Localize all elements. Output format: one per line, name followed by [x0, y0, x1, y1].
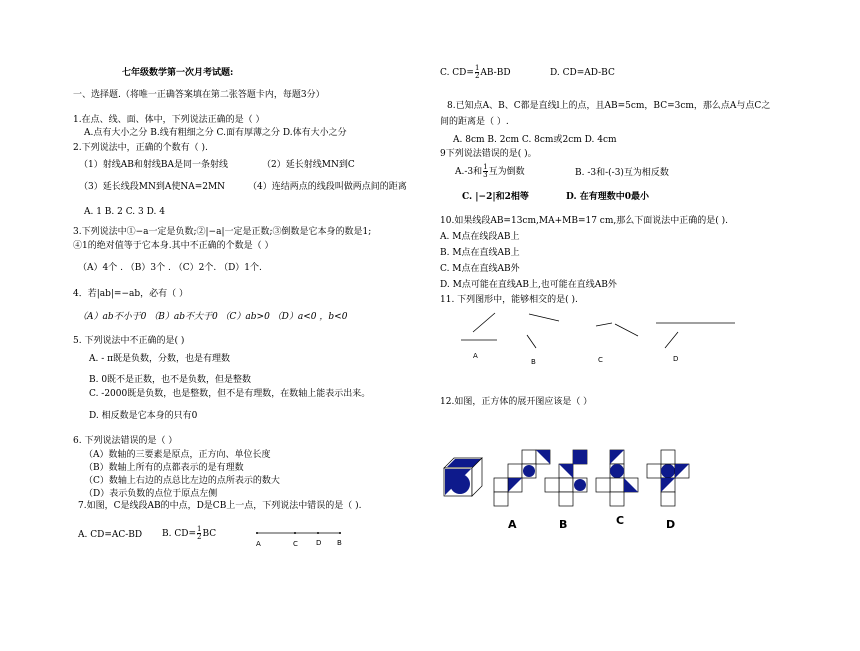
q9-option-c: C. |−2|和2相等	[462, 192, 529, 202]
q7-option-c-suffix: AB-BD	[480, 68, 511, 78]
q10-option-c: C. M点在直线AB外	[440, 264, 520, 274]
q2-statement-3: （3）延长线段MN到A使NA=2MN	[79, 182, 226, 192]
q7-label-a: A	[256, 540, 261, 548]
q7-option-a: A. CD=AC-BD	[78, 530, 143, 540]
fraction-denominator: 2	[196, 533, 202, 541]
fraction-numerator: 1	[196, 525, 202, 533]
q8-line-1: 8.已知点A、B、C都是直线l上的点，且AB=5cm，BC=3cm，那么点A与点C之	[447, 101, 771, 111]
q5-option-b: B. 0既不是正数，也不是负数，但是整数	[89, 375, 252, 385]
q12-stem: 12.如图，正方体的展开图应该是（ ）	[440, 397, 593, 407]
q7-option-b-prefix: B. CD=	[162, 529, 196, 539]
q11-label-b: B	[531, 358, 536, 366]
q2-options: A. 1 B. 2 C. 3 D. 4	[84, 207, 165, 217]
q7-label-d: D	[316, 539, 322, 547]
fraction-numerator: 1	[483, 163, 488, 171]
q7-segment-figure	[255, 528, 345, 550]
q4-options: （A）ab不小于0 （B）ab不大于0 （C）ab>0 （D）a<0 ，b<0	[78, 312, 348, 322]
q6-option-b: （B）数轴上所有的点都表示的是有理数	[84, 463, 244, 473]
q3-line-2: ④1的绝对值等于它本身.其中不正确的个数是（ ）	[73, 241, 274, 251]
q11-figures	[455, 308, 755, 368]
q6-option-d: （D）表示负数的点位于原点左侧	[84, 489, 218, 499]
q9-option-a	[455, 162, 525, 182]
q9-option-a-prefix: A.-3和	[455, 167, 483, 177]
q6-option-a: （A）数轴的三要素是原点，正方向、单位长度	[84, 450, 271, 460]
q11-label-c: C	[598, 356, 603, 364]
q7-option-b-suffix: BC	[202, 529, 217, 539]
q2-statement-2: （2）延长射线MN到C	[262, 160, 355, 170]
q10-option-a: A. M点在线段AB上	[440, 232, 520, 242]
q7-option-b	[162, 524, 216, 544]
q9-option-a-suffix: 互为倒数	[488, 167, 525, 177]
q7-label-c: C	[293, 540, 298, 548]
q7-option-d: D. CD=AD-BC	[550, 68, 615, 78]
fraction-half	[475, 65, 479, 80]
q1-stem: 1.在点、线、面、体中，下列说法正确的是（ ）	[73, 115, 265, 125]
q3-line-1: 3.下列说法中①−a一定是负数;②|−a|一定是正数;③倒数是它本身的数是1;	[73, 227, 372, 237]
section-heading: 一、选择题.（将唯一正确答案填在第二张答题卡内，每题3分）	[73, 90, 325, 100]
q7-option-c-prefix: C. CD=	[440, 68, 474, 78]
q8-line-2: 间的距离是（ ）.	[440, 117, 509, 127]
q11-figure-a	[461, 313, 497, 360]
q8-options: A. 8cm B. 2cm C. 8cm或2cm D. 4cm	[453, 135, 617, 145]
q11-label-d: D	[673, 355, 679, 363]
fraction-numerator: 1	[474, 64, 480, 72]
q2-stem: 2.下列说法中，正确的个数有（ ).	[73, 143, 208, 153]
q1-options: A.点有大小之分 B.线有粗细之分 C.面有厚薄之分 D.体有大小之分	[84, 128, 347, 138]
q5-stem: 5. 下列说法中不正确的是( )	[73, 336, 185, 346]
q11-figure-b	[527, 314, 559, 366]
q2-statement-4: （4）连结两点的线段叫做两点间的距离	[248, 182, 407, 192]
q7-label-b: B	[337, 539, 342, 547]
q12-label-b: B	[559, 518, 568, 531]
q7-stem: 7.如图，C是线段AB的中点，D是CB上一点，下列说法中错误的是（ ).	[78, 501, 362, 511]
fraction-half	[197, 526, 201, 541]
q9-stem: 9下列说法错误的是( )。	[440, 149, 537, 159]
q6-stem: 6. 下列说法错误的是（ ）	[73, 436, 178, 446]
q2-statement-1: （1）射线AB和射线BA是同一条射线	[79, 160, 228, 170]
q9-option-b: B. -3和-(-3)互为相反数	[575, 168, 669, 178]
fraction-third	[483, 164, 487, 179]
q12-label-c: C	[616, 514, 625, 527]
fraction-denominator: 3	[483, 171, 488, 179]
q11-label-a: A	[473, 352, 478, 360]
q12-label-a: A	[508, 518, 517, 531]
q12-net-b	[545, 450, 587, 531]
q7-option-c	[440, 63, 511, 83]
q4-stem: 4．若|ab|=−ab，必有（ ）	[73, 289, 188, 299]
q6-option-c: （C）数轴上右边的点总比左边的点所表示的数大	[84, 476, 280, 486]
q11-figure-c	[596, 323, 638, 364]
exam-title: 七年级数学第一次月考试题:	[122, 68, 234, 78]
q11-figure-d	[656, 323, 735, 363]
q9-option-d: D. 在有理数中0最小	[566, 192, 650, 202]
q10-option-d: D. M点可能在直线AB上,也可能在直线AB外	[440, 280, 617, 290]
q12-net-c	[596, 450, 638, 527]
q5-option-a: A. - π既是负数，分数，也是有理数	[89, 354, 231, 364]
q10-stem: 10.如果线段AB=13cm,MA+MB=17 cm,那么下面说法中正确的是( ).	[440, 216, 728, 226]
q5-option-d: D. 相反数是它本身的只有0	[89, 411, 198, 421]
q12-net-d	[647, 450, 689, 531]
q3-options: （A）4个 . （B）3个 . （C）2个. （D）1个.	[78, 263, 262, 273]
q12-figures	[442, 446, 712, 536]
q10-option-b: B. M点在直线AB上	[440, 248, 520, 258]
q11-stem: 11. 下列图形中，能够相交的是( ).	[440, 295, 578, 305]
q5-option-c: C. -2000既是负数，也是整数，但不是有理数，在数轴上能表示出来。	[89, 389, 371, 399]
q12-net-a	[494, 450, 550, 531]
q12-label-d: D	[666, 518, 676, 531]
q12-cube	[444, 458, 482, 496]
fraction-denominator: 2	[474, 72, 480, 80]
